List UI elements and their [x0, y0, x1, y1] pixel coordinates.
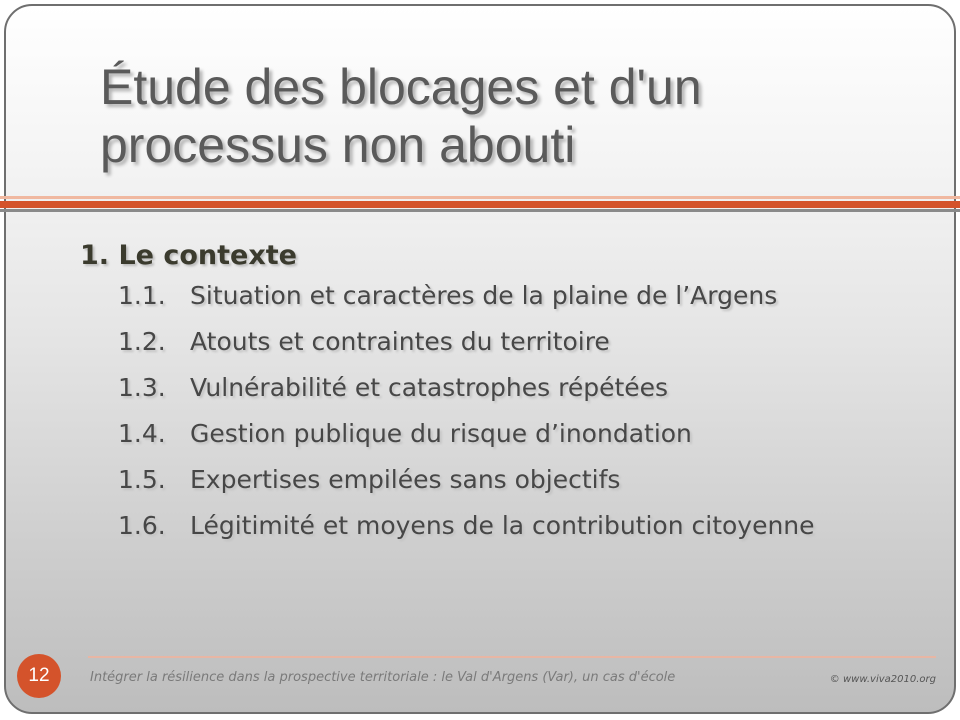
- outline-item-text: Légitimité et moyens de la contribution citoyenne: [190, 511, 815, 540]
- outline-list: [80, 278, 880, 544]
- outline-item-number: 1.2.: [118, 327, 166, 356]
- outline-item: [118, 278, 910, 314]
- footer-caption: Intégrer la résilience dans la prospective territoriale : le Val d'Argens (Var), un cas d'école: [90, 670, 676, 685]
- outline-item-number: 1.3.: [118, 373, 166, 402]
- outline-item: [118, 370, 910, 406]
- divider-line-bottom: [0, 209, 960, 212]
- outline-item-text: Gestion publique du risque d’inondation: [190, 419, 692, 448]
- outline-item: [118, 324, 910, 360]
- outline-item: [118, 462, 910, 498]
- footer-divider: [88, 656, 936, 658]
- outline-item-text: Situation et caractères de la plaine de l’Argens: [190, 281, 778, 310]
- footer-copyright: © www.viva2010.org: [829, 674, 936, 685]
- section-heading: 1. Le contexte: [80, 240, 297, 271]
- outline-item-text: Vulnérabilité et catastrophes répétées: [190, 373, 669, 402]
- divider-line-accent: [0, 201, 960, 208]
- page-number-badge: 12: [17, 654, 61, 698]
- outline-item-number: 1.4.: [118, 419, 166, 448]
- outline-item-text: Atouts et contraintes du territoire: [190, 327, 610, 356]
- outline-item-number: 1.6.: [118, 511, 166, 540]
- slide-content: [80, 238, 880, 554]
- outline-item-number: 1.1.: [118, 281, 166, 310]
- title-divider: [0, 196, 960, 214]
- outline-item: [118, 416, 910, 452]
- slide-title: Étude des blocages et d'un processus non abouti: [100, 59, 702, 173]
- outline-item: [118, 508, 910, 544]
- divider-line-top: [0, 196, 960, 199]
- outline-item-text: Expertises empilées sans objectifs: [190, 465, 621, 494]
- outline-item-number: 1.5.: [118, 465, 166, 494]
